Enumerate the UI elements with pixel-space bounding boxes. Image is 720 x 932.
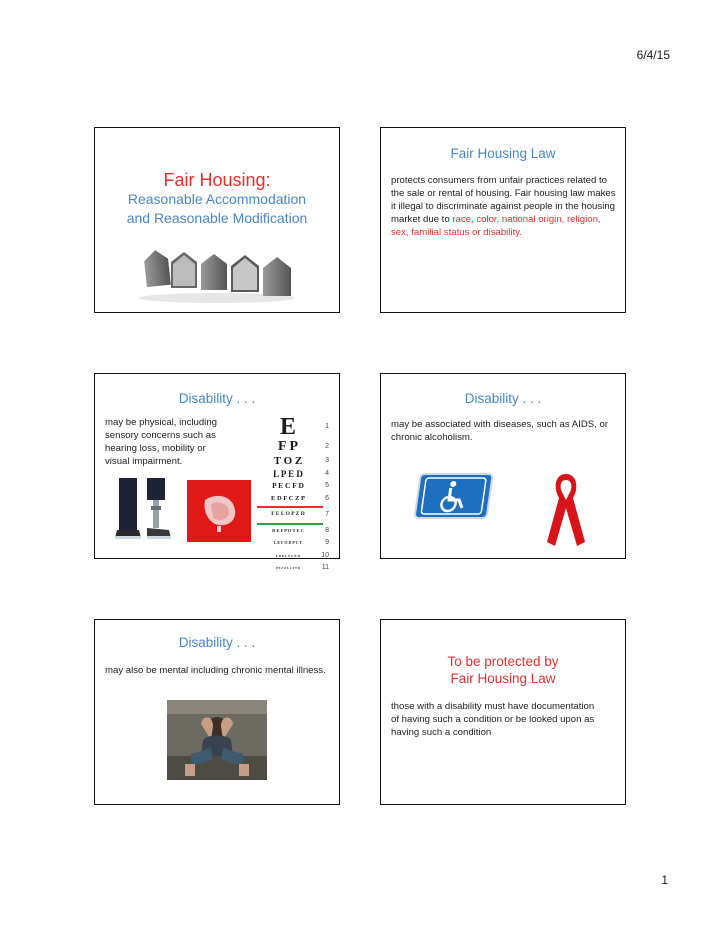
slide-6-body: those with a disability must have documentation of having such a condition or be looked upon as having such a condition [391,701,595,738]
header-date: 6/4/15 [636,48,670,62]
eye-chart-row: L E F O D P C T 9 [273,539,329,546]
slide-disability-mental [94,619,340,805]
slide-2-title: Fair Housing Law [450,146,556,161]
eye-chart-row: E 1 [279,414,329,440]
eye-chart-red-line [257,506,323,508]
eye-chart-row: F P 2 [277,439,329,454]
distressed-person-photo [167,700,267,780]
red-ribbon-icon [541,468,591,548]
slide-1-title: Fair Housing: [163,170,271,190]
eye-chart-row: F D P L T C E O 10 [275,551,329,559]
eye-chart-row: D E F P O T E C 8 [272,526,329,534]
hearing-aid-photo [187,480,251,542]
slide-5-title: Disability . . . [178,635,256,650]
slide-6-title-line1: To be protected by [447,654,559,669]
prosthetic-leg-photo [113,478,175,544]
slide-fair-housing-law [380,127,626,313]
slide-disability-diseases [380,373,626,559]
slide-4-body: may be associated with diseases, such as AIDS, or chronic alcoholism. [391,419,609,443]
eye-chart-row: T O Z 3 [273,455,329,467]
slide-title [94,127,340,313]
eye-chart [245,414,331,576]
slide-1-subtitle-line1: Reasonable Accommodation [127,191,307,207]
page-number: 1 [661,873,668,887]
slide-1-subtitle [95,190,339,228]
slide-3-title: Disability . . . [178,391,256,406]
slide-disability-physical [94,373,340,571]
eye-chart-green-line [257,523,323,525]
wheelchair-sign-icon [413,472,493,520]
slide-4-title: Disability . . . [464,391,542,406]
slide-5-body: may also be mental including chronic mental illness. [105,665,326,676]
slide-3-body: may be physical, including sensory concerns such as hearing loss, mobility or visual impairment. [105,417,217,467]
eye-chart-row: E D F C Z P 6 [271,494,329,502]
eye-chart-row: P E Z O L C F T D 11 [276,564,329,571]
eye-chart-row: P E C F D 5 [272,481,329,490]
slide-protection-requirements [380,619,626,805]
slide-6-title-line2: Fair Housing Law [450,671,556,686]
eye-chart-row: F E L O P Z D 7 [271,511,329,518]
slide-2-body [391,174,617,239]
slide-2-body-text: protects consumers from unfair practices related to the sale or rental of housing. Fair housing law makes it illegal to discriminate against people in the housing market due to [391,175,616,225]
slide-1-subtitle-line2: and Reasonable Modification [126,210,308,226]
houses-illustration [137,246,297,304]
slide-6-title [381,653,625,687]
eye-chart-row: L P E D 4 [273,468,329,479]
slide-2-protected-classes: race, color, national origin, religion, sex, familial status or disability. [391,214,601,238]
